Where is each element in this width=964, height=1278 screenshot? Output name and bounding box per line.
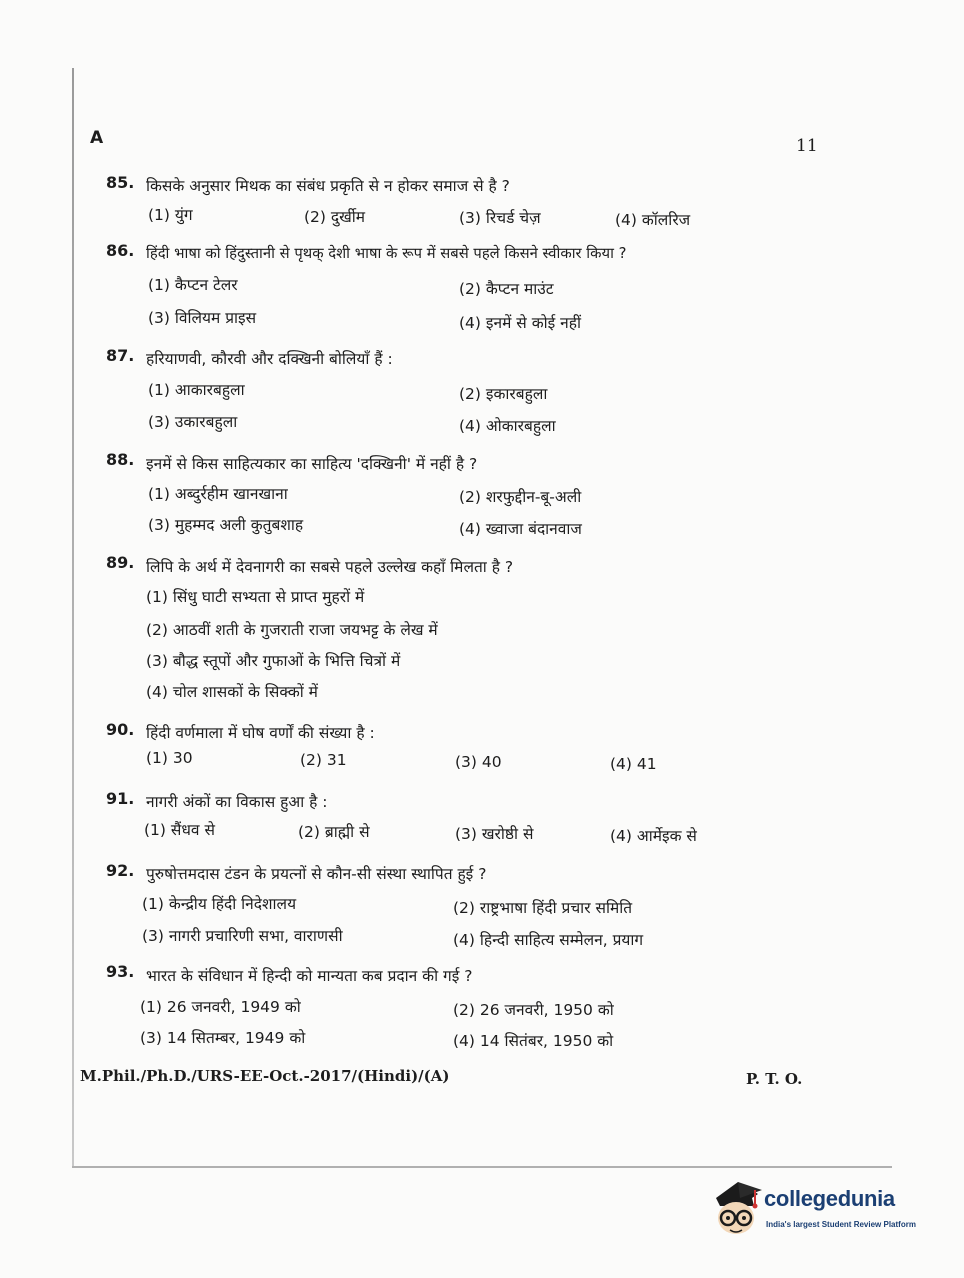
option-2: (2) दुर्खीम [304, 208, 366, 226]
brand-tagline: India's largest Student Review Platform [766, 1220, 916, 1229]
question-number: 86. [106, 241, 135, 260]
option-2: (2) शरफुद्दीन-बू-अली [459, 488, 582, 506]
brand-name: collegedunia [764, 1186, 895, 1211]
question-text: लिपि के अर्थ में देवनागरी का सबसे पहले उल्लेख कहाँ मिलता है ? [146, 558, 514, 576]
option-4: (4) 14 सितंबर, 1950 को [453, 1032, 614, 1050]
question-number: 85. [106, 173, 135, 192]
option-1: (1) 30 [146, 749, 193, 767]
question-text: हरियाणवी, कौरवी और दक्खिनी बोलियाँ हैं : [146, 350, 393, 368]
option-4: (4) ख्वाजा बंदानवाज [459, 520, 582, 538]
page-number: 11 [796, 136, 818, 156]
option-3: (3) बौद्ध स्तूपों और गुफाओं के भित्ति चित्रों में [146, 652, 401, 670]
option-2: (2) ब्राह्मी से [298, 823, 370, 841]
pto-label: P. T. O. [746, 1070, 803, 1088]
option-4: (4) ओकारबहुला [459, 417, 556, 435]
option-2: (2) कैप्टन माउंट [459, 280, 554, 298]
option-2: (2) 26 जनवरी, 1950 को [453, 1001, 614, 1019]
option-3: (3) 40 [455, 753, 502, 771]
page-bottom-edge [72, 1166, 892, 1168]
question-number: 87. [106, 346, 135, 365]
question-set-letter: A [90, 128, 104, 148]
option-1: (1) केन्द्रीय हिंदी निदेशालय [142, 895, 297, 913]
question-number: 93. [106, 962, 135, 981]
option-1: (1) युंग [148, 206, 193, 224]
option-1: (1) सैंधव से [144, 821, 215, 839]
question-number: 89. [106, 553, 135, 572]
option-3: (3) नागरी प्रचारिणी सभा, वाराणसी [142, 927, 343, 945]
option-2: (2) राष्ट्रभाषा हिंदी प्रचार समिति [453, 899, 633, 917]
student-mascot-icon [708, 1176, 764, 1242]
collegedunia-watermark [706, 1176, 936, 1246]
page-left-edge [72, 68, 74, 1168]
option-1: (1) सिंधु घाटी सभ्यता से प्राप्त मुहरों में [146, 588, 365, 606]
option-3: (3) विलियम प्राइस [148, 309, 257, 327]
option-3: (3) उकारबहुला [148, 413, 238, 431]
option-1: (1) अब्दुर्रहीम खानखाना [148, 485, 288, 503]
question-text: पुरुषोत्तमदास टंडन के प्रयत्नों से कौन-सी संस्था स्थापित हुई ? [146, 865, 487, 883]
question-text: नागरी अंकों का विकास हुआ है : [146, 793, 328, 811]
option-3: (3) रिचर्ड चेज़ [459, 209, 541, 227]
option-4: (4) इनमें से कोई नहीं [459, 314, 582, 332]
option-4: (4) आर्मेइक से [610, 827, 697, 845]
option-4: (4) 41 [610, 755, 657, 773]
question-text: हिंदी भाषा को हिंदुस्तानी से पृथक् देशी भाषा के रूप में सबसे पहले किसने स्वीकार किया ? [146, 245, 627, 262]
option-1: (1) 26 जनवरी, 1949 को [140, 998, 301, 1016]
option-4: (4) हिन्दी साहित्य सम्मेलन, प्रयाग [453, 931, 644, 949]
option-4: (4) कॉलरिज [615, 211, 691, 229]
question-text: इनमें से किस साहित्यकार का साहित्य 'दक्खिनी' में नहीं है ? [146, 455, 478, 473]
option-3: (3) खरोष्ठी से [455, 825, 534, 843]
option-2: (2) 31 [300, 751, 347, 769]
option-3: (3) 14 सितम्बर, 1949 को [140, 1029, 306, 1047]
question-number: 88. [106, 450, 135, 469]
question-number: 92. [106, 861, 135, 880]
option-2: (2) आठवीं शती के गुजराती राजा जयभट्ट के लेख में [146, 621, 438, 639]
question-text: भारत के संविधान में हिन्दी को मान्यता कब प्रदान की गई ? [146, 967, 473, 985]
option-2: (2) इकारबहुला [459, 385, 548, 403]
question-number: 91. [106, 789, 135, 808]
question-text: किसके अनुसार मिथक का संबंध प्रकृति से न होकर समाज से है ? [146, 177, 510, 195]
question-number: 90. [106, 720, 135, 739]
option-1: (1) आकारबहुला [148, 381, 245, 399]
question-text: हिंदी वर्णमाला में घोष वर्णों की संख्या है : [146, 724, 375, 742]
paper-code: M.Phil./Ph.D./URS-EE-Oct.-2017/(Hindi)/(A) [80, 1067, 450, 1085]
option-4: (4) चोल शासकों के सिक्कों में [146, 683, 318, 701]
option-3: (3) मुहम्मद अली कुतुबशाह [148, 516, 304, 534]
option-1: (1) कैप्टन टेलर [148, 276, 238, 294]
